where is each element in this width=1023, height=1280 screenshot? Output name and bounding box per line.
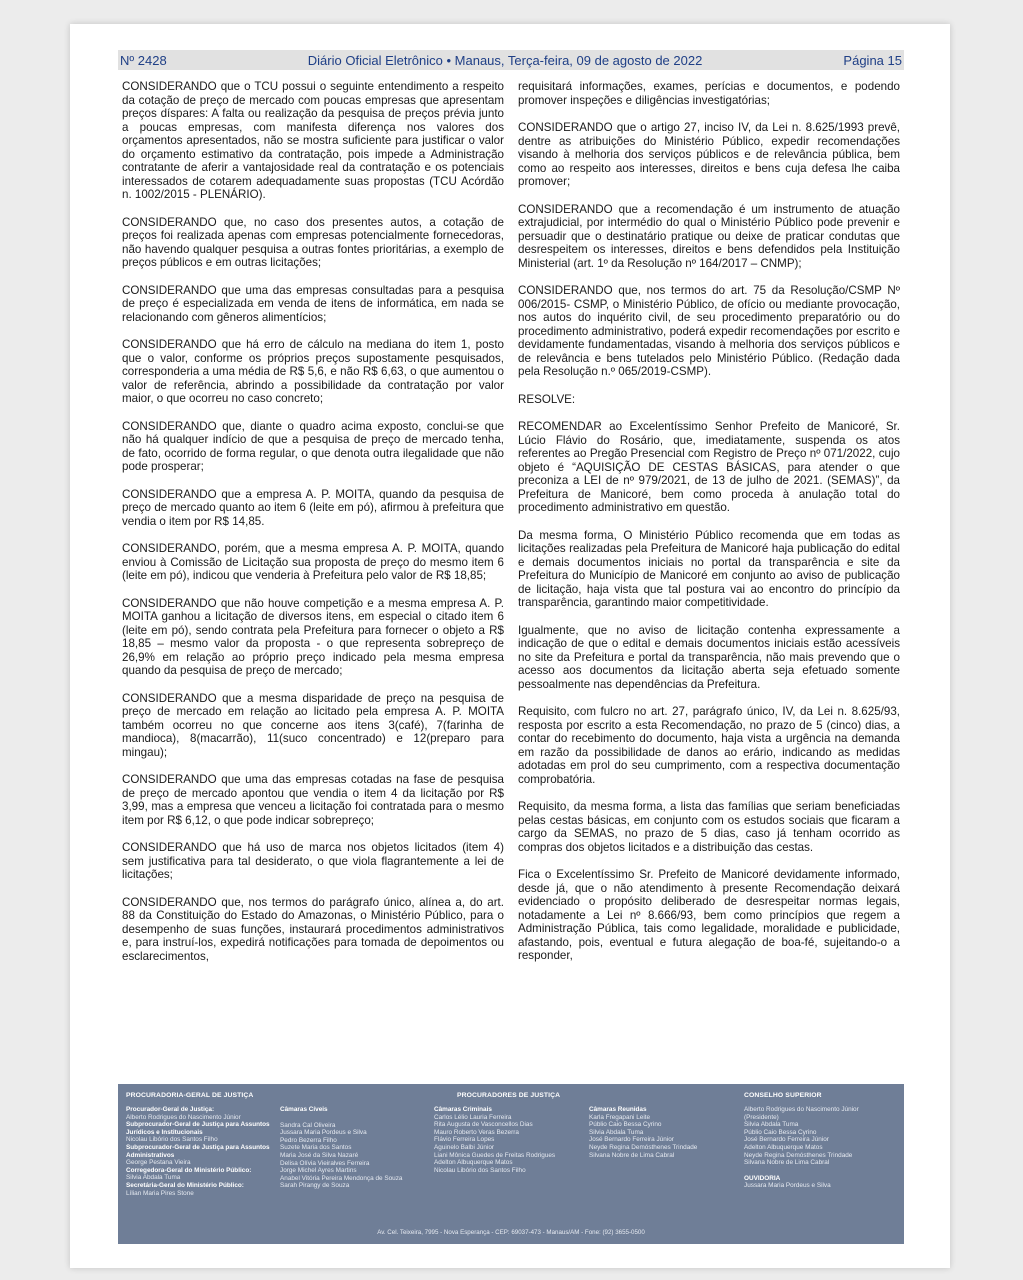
member-name: Alberto Rodrigues do Nascimento Júnior — [744, 1106, 859, 1113]
office-holder: Silvia Abdala Tuma — [126, 1174, 181, 1182]
member-name: Sandra Cal Oliveira — [280, 1121, 336, 1129]
member-name: Adelton Albuquerque Matos — [744, 1143, 823, 1151]
paragraph: Requisito, com fulcro no art. 27, parágrafo único, IV, da Lei n. 8.625/93, resposta por escrito a esta Recomendação, no prazo de 5 (cinco) dias, a contar do recebimento do documento, haja vista a urgência na demanda em razão da possibilidade de danos ao erário, indicando as medidas adotadas em prol do seu cumprimento, com a respectiva documentação comprobatória. — [518, 705, 900, 786]
footer-heading-conselho: CONSELHO SUPERIOR — [744, 1092, 822, 1099]
paragraph: Da mesma forma, O Ministério Público recomenda que em todas as licitações realizadas pela Prefeitura de Manicoré haja publicação do edital e demais documentos iniciais no portal da transparência e site da Prefeitura do Município de Manicoré em conjunto ao aviso de publicação de licitação, haja vista que tal postura vai ao encontro do princípio da transparência, garantindo maior competitividade. — [518, 528, 900, 609]
paragraph: CONSIDERANDO que a mesma disparidade de preço na pesquisa de preço de mercado em relação ao licitado pela empresa A. P. MOITA também ocorreu no que concerne aos itens 3(café), 7(farinha de mandioca), 8(macarrão), 11(suco concentrado) e 12(preparo para mingau); — [122, 691, 504, 759]
member-name: Aguinelo Balbi Júnior — [434, 1143, 495, 1151]
right-column — [518, 80, 900, 1010]
member-name: Silvia Abdala Tuma — [589, 1128, 644, 1136]
paragraph: CONSIDERANDO que a recomendação é um instrumento de atuação extrajudicial, por intermédio do qual o Ministério Público pode prevenir e persuadir que o destinatário pratique ou deixe de praticar condutas que desrespeitem os interesses, direitos e bens defendidos pela Instituição Ministerial (art. 1º da Resolução nº 164/2017 – CNMP); — [518, 202, 900, 270]
paragraph: CONSIDERANDO que uma das empresas consultadas para a pesquisa de preço é especializada em venda de itens de informática, em nada se relacionando com gêneros alimentícios; — [122, 283, 504, 324]
paragraph: CONSIDERANDO que há uso de marca nos objetos licitados (item 4) sem justificativa para tal desiderato, o que viola flagrantemente a lei de licitações; — [122, 841, 504, 881]
member-name: (Presidente) — [744, 1113, 779, 1121]
paragraph: CONSIDERANDO que uma das empresas cotadas na fase de pesquisa de preço de mercado apontou que vendia o item 4 da licitação por R$ 3,99, mas a empresa que venceu a licitação foi contratada para o mesmo item por R$ 6,12, o que pode indicar sobrepreço; — [122, 773, 504, 827]
office-title: Subprocurador-Geral de Justiça para Assuntos Administrativos — [126, 1143, 270, 1159]
office-holder: Alberto Rodrigues do Nascimento Júnior — [126, 1113, 241, 1121]
paragraph: CONSIDERANDO que, nos termos do art. 75 da Resolução/CSMP Nº 006/2015- CSMP, o Ministério Público, de ofício ou mediante provocação, nos autos do inquérito civil, de seu procedimento preparatório ou do procedimento administrativo, poderá expedir recomendações por escrito e devidamente fundamentadas, visando à melhoria dos serviços públicos e de relevância e bens tutelados pelo Ministério Público. (Redação dada pela Resolução n.º 065/2019-CSMP). — [518, 284, 900, 378]
footer-camaras-reunidas — [589, 1106, 739, 1159]
office-title: Procurador-Geral de Justiça: — [126, 1106, 215, 1113]
paragraph: CONSIDERANDO que, no caso dos presentes autos, a cotação de preços foi realizada apenas com empresas potencialmente fornecedoras, não havendo qualquer pesquisa a outras fontes prioritárias, a exemplo de preços públicos e em outras licitações; — [122, 215, 504, 269]
paragraph: Requisito, da mesma forma, a lista das famílias que seriam beneficiadas pelas cestas básicas, em conjunto com os estudos sociais que ficaram a cargo da SEMAS, no prazo de 5 dias, caso já tenham ocorrido as compras dos objetos licitados e a distribuição das cestas. — [518, 800, 900, 854]
ouvidoria-title: OUVIDORIA — [744, 1174, 781, 1182]
footer-pgj-list — [126, 1106, 276, 1197]
paragraph: requisitará informações, exames, perícias e documentos, e podendo promover inspeções e diligências investigatórias; — [518, 80, 900, 107]
footer-camaras-civeis — [280, 1106, 430, 1190]
member-name: Liani Mônica Guedes de Freitas Rodrigues — [434, 1151, 556, 1159]
member-name: Pedro Bezerra Filho — [280, 1136, 337, 1144]
paragraph: RESOLVE: — [518, 392, 576, 406]
office-title: Subprocurador-Geral de Justiça para Assuntos Jurídicos e Institucionais — [126, 1121, 270, 1136]
journal-title: Diário Oficial Eletrônico • Manaus, Terça-feira, 09 de agosto de 2022 — [307, 52, 703, 68]
office-holder: Nicolau Libório dos Santos Filho — [126, 1136, 218, 1144]
member-name: Silvana Nobre de Lima Cabral — [589, 1151, 675, 1159]
member-name: Nicolau Libório dos Santos Filho — [434, 1166, 526, 1174]
footer-camaras-criminais — [434, 1106, 584, 1174]
paragraph: CONSIDERANDO, porém, que a mesma empresa A. P. MOITA, quando enviou à Comissão de Licitação sua proposta de preço do mesmo item 6 (leite em pó), indicou que venderia à Prefeitura pelo valor de R$ 18,85; — [122, 542, 504, 582]
paragraph: CONSIDERANDO que, diante o quadro acima exposto, conclui-se que não há qualquer indício de que a pesquisa de preço de mercado tenha, de fato, ocorrido de forma regular, o que denota outra ilegalidade que não pode prosperar; — [122, 419, 504, 473]
office-holder: Lílian Maria Pires Stone — [126, 1189, 194, 1197]
member-name: Jorge Michel Ayres Martins — [280, 1167, 357, 1175]
member-name: José Bernardo Ferreira Júnior — [589, 1136, 674, 1144]
member-name: Delisa Olívia Vieiralves Ferreira — [280, 1159, 370, 1167]
member-name: Suzete Maria dos Santos — [280, 1144, 352, 1152]
paragraph: Igualmente, que no aviso de licitação contenha expressamente a indicação de que o edital e demais documentos iniciais estão acessíveis no site da Prefeitura e portal da transparência, não mais prevendo que o acesso aos documentos da licitação aberta seja efetuado somente pessoalmente nas dependências da Prefeitura. — [518, 623, 900, 691]
member-name: Jussara Maria Pordeus e Silva — [744, 1182, 831, 1190]
footer-panel — [118, 1084, 904, 1244]
member-name: Maria José da Silva Nazaré — [280, 1151, 359, 1159]
footer-heading-pgj: PROCURADORIA-GERAL DE JUSTIÇA — [126, 1092, 254, 1099]
office-title: Secretária-Geral do Ministério Público: — [126, 1181, 244, 1189]
paragraph: CONSIDERANDO que o TCU possui o seguinte entendimento a respeito da cotação de preço de mercado com poucas empresas que apresentam preços díspares: A falta ou realização da pesquisa de preços prévia junto a poucas empresas, com manifesta diferença nos valores dos orçamentos apresentados, não se mostra suficiente para justificar o valor do orçamento estimativo da contratação, pois impede a Administração contratante de aferir a vantajosidade real da contratação e os potenciais interessados de cotarem adequadamente suas propostas (TCU Acórdão n. 1002/2015 - PLENÁRIO). — [122, 80, 504, 201]
member-name: José Bernardo Ferreira Júnior — [744, 1136, 829, 1144]
member-name: Silvana Nobre de Lima Cabral — [744, 1159, 830, 1167]
member-name: Karla Fregapani Leite — [589, 1113, 651, 1121]
member-name: Neyde Regina Demósthenes Trindade — [744, 1151, 853, 1159]
footer-address: Av. Cel. Teixeira, 7995 - Nova Esperança - CEP: 69037-473 - Manaus/AM - Fone: (92) 3655-0500 — [377, 1229, 645, 1236]
footer-heading-procuradores: PROCURADORES DE JUSTIÇA — [457, 1092, 561, 1099]
footer-conselho — [744, 1106, 894, 1190]
member-name: Adelton Albuquerque Matos — [434, 1159, 513, 1167]
body-columns — [122, 80, 900, 1010]
paragraph: CONSIDERANDO que, nos termos do parágrafo único, alínea a, do art. 88 da Constituição do Estado do Amazonas, o Ministério Público, para o desempenho de suas funções, instaurará procedimentos administrativos e, para instruí-los, expedirá notificações para tomada de depoimentos ou esclarecimentos, — [122, 895, 504, 963]
camaras-reunidas-title: Câmaras Reunidas — [589, 1106, 647, 1113]
paragraph: CONSIDERANDO que não houve competição e a mesma empresa A. P. MOITA ganhou a licitação de diversos itens, em especial o citado item 6 (leite em pó), sendo contrata pela Prefeitura para fornecer o objeto a R$ 18,85 – mesmo valor da proposta - o que representa sobrepreço de 26,9% em relação ao próprio preço indicado pela mesma empresa quando da pesquisa de preço de mercado; — [122, 596, 504, 677]
office-holder: George Pestana Vieira — [126, 1159, 191, 1167]
paragraph: CONSIDERANDO que o artigo 27, inciso IV, da Lei n. 8.625/1993 prevê, dentre as atribuições do Ministério Público, expedir recomendações visando à melhoria dos serviços públicos e de relevância pública, bem como ao respeito aos interesses, direitos e bens cuja defesa lhe caiba promover; — [518, 121, 900, 188]
member-name: Flávio Ferreira Lopes — [434, 1136, 495, 1144]
page-header — [118, 50, 904, 70]
camaras-civeis-title: Câmaras Cíveis — [280, 1106, 328, 1113]
paragraph: CONSIDERANDO que há erro de cálculo na mediana do item 1, posto que o valor, conforme os próprios preços supostamente pesquisados, corresponderia a uma média de R$ 5,6, e não R$ 6,63, o que aumentou o valor de referência, abrindo a possibilidade da contratação por valor maior, o que ocorreu no caso concreto; — [122, 338, 504, 405]
paragraph: Fica o Excelentíssimo Sr. Prefeito de Manicoré devidamente informado, desde já, que o não atendimento à presente Recomendação deixará evidenciado o propósito deliberado de desrespeitar normas legais, notadamente a Lei nº 8.666/93, bem como princípios que regem a Administração Pública, tais como legalidade, moralidade e publicidade, afastando, pois, eventual e futura alegação de boa-fé, sujeitando-o a responder, — [518, 868, 900, 962]
camaras-criminais-title: Câmaras Criminais — [434, 1106, 492, 1113]
member-name: Rita Augusta de Vasconcellos Dias — [434, 1121, 533, 1129]
member-name: Públio Caio Bessa Cyrino — [589, 1121, 662, 1129]
paragraph: CONSIDERANDO que a empresa A. P. MOITA, quando da pesquisa de preço de mercado quanto ao item 6 (leite em pó), afirmou à prefeitura que vendia o item por R$ 14,85. — [122, 487, 504, 528]
member-name: Silvia Abdala Tuma — [744, 1121, 799, 1129]
member-name: Sarah Pirangy de Souza — [280, 1182, 350, 1190]
document-page — [70, 24, 950, 1268]
page-number: Página 15 — [843, 52, 902, 68]
member-name: Anabel Vitória Pereira Mendonça de Souza — [280, 1174, 403, 1182]
office-title: Corregedora-Geral do Ministério Público: — [126, 1166, 252, 1174]
paragraph: RECOMENDAR ao Excelentíssimo Senhor Prefeito de Manicoré, Sr. Lúcio Flávio do Rosário, que, imediatamente, suspenda os atos referentes ao Pregão Presencial com Registro de Preço nº 071/2022, cujo objeto é “AQUISIÇÃO DE CESTAS BÁSICAS, para atender o que preconiza a LEI de nº 979/2021, de 13 de julho de 2021. (SEMAS)”, da Prefeitura de Manicoré, bem como proceda à anulação total do procedimento administrativo em questão. — [518, 420, 900, 514]
left-column — [122, 80, 504, 1010]
member-name: Públio Caio Bessa Cyrino — [744, 1128, 817, 1136]
member-name: Carlos Lélio Lauria Ferreira — [434, 1113, 512, 1121]
edition-number: Nº 2428 — [120, 52, 167, 68]
member-name: Jussara Maria Pordeus e Silva — [280, 1129, 367, 1137]
member-name: Neyde Regina Demósthenes Trindade — [589, 1143, 698, 1151]
member-name: Mauro Roberto Veras Bezerra — [434, 1128, 519, 1136]
